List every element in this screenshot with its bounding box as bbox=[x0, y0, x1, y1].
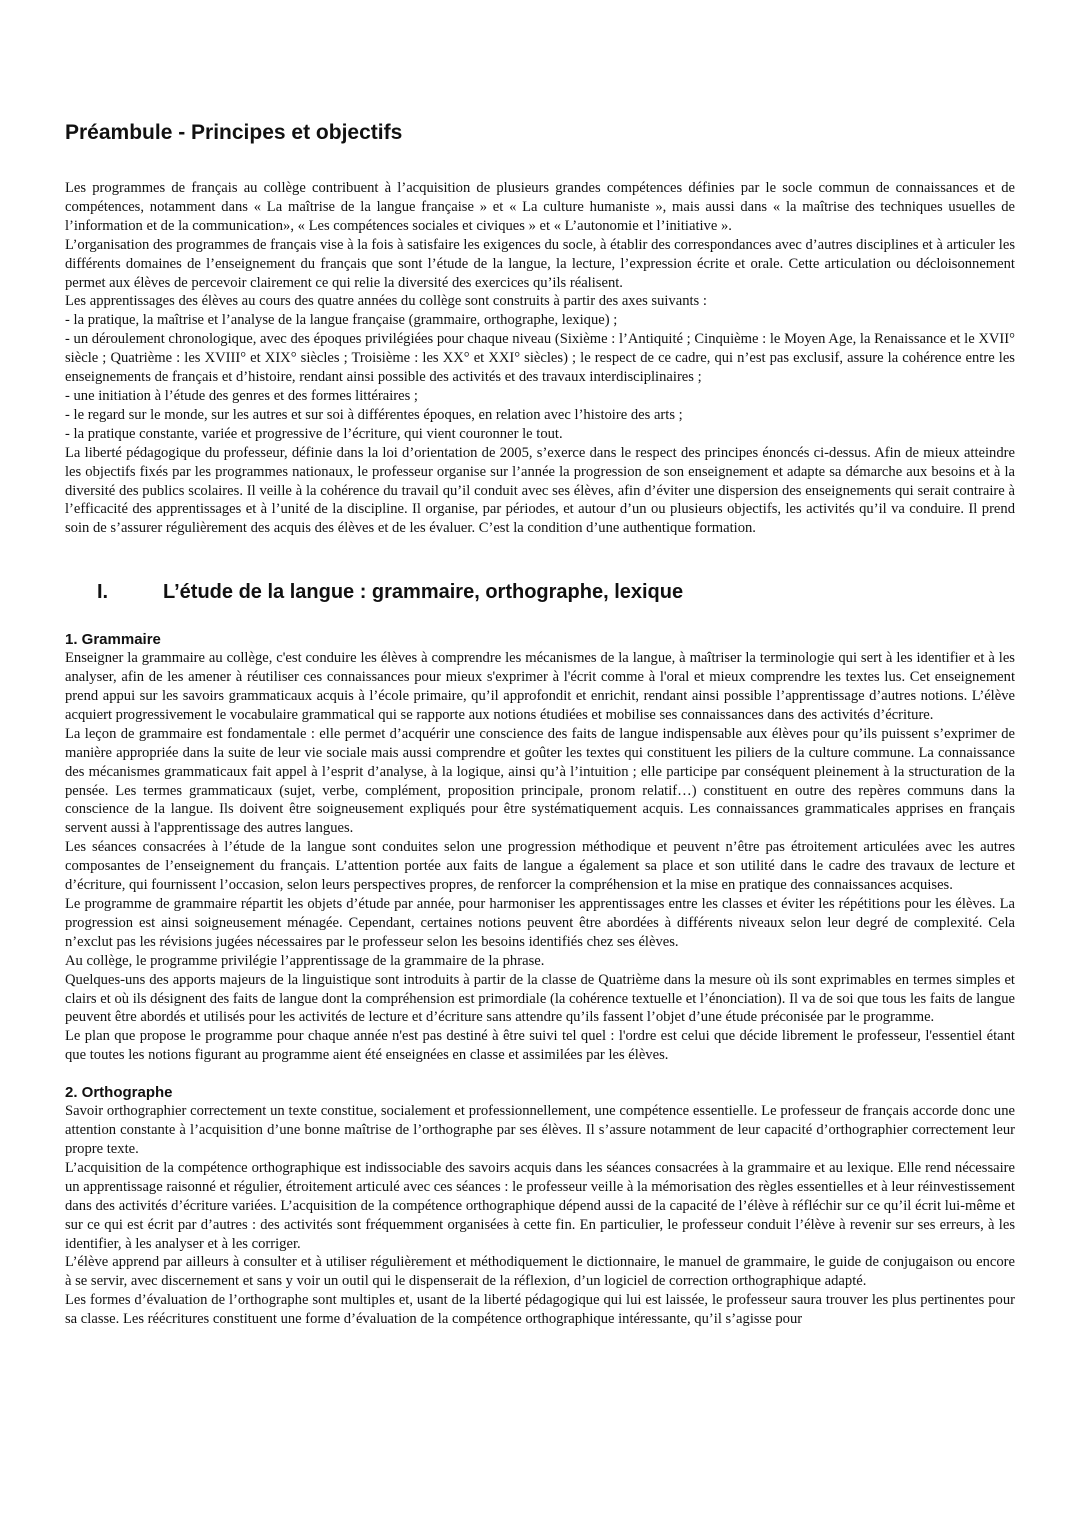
section-number: I. bbox=[97, 581, 109, 604]
document-page bbox=[65, 120, 1015, 1329]
preamble-paragraph: La liberté pédagogique du professeur, définie dans la loi d’orientation de 2005, s’exerce dans le respect des principes énoncés ci-dessus. Afin de mieux atteindre les objectifs fixés par les programmes nationaux, le professeur organise sur l’année la progression de son enseignement et adapte sa démarche aux besoins et à la diversité des publics scolaires. Il veille à la cohérence du travail qu’il conduit avec ses élèves, afin d’éviter une dispersion des enseignements qui serait contraire à l’efficacité des apprentissages et à l’unité de la discipline. Il organise, par périodes, et autour d’un ou plusieurs objectifs, les activités qu’il va conduire. Il prend soin de s’assurer régulièrement des acquis des élèves et de les évaluer. C’est la condition d’une authentique formation. bbox=[65, 444, 1015, 537]
preamble-title: Préambule - Principes et objectifs bbox=[65, 121, 403, 144]
grammaire-paragraph: Enseigner la grammaire au collège, c'est conduire les élèves à comprendre les mécanismes de la langue, à maîtriser la terminologie qui sert à les identifier et à les analyser, afin de les amener à réutiliser ces connaissances pour mieux s'exprimer à l'écrit comme à l'oral et mieux comprendre les textes lus. Cet enseignement prend appui sur les savoirs grammaticaux acquis à l’école primaire, qu’il approfondit et enrichit, rendant ainsi possible l’apprentissage d’autres notions. L’élève acquiert progressivement le vocabulaire grammatical qui se rapporte aux notions étudiées et mobilise ses connaissances dans des activités d’écriture. bbox=[65, 650, 1015, 723]
section-title: L’étude de la langue : grammaire, orthographe, lexique bbox=[163, 581, 684, 604]
preamble-paragraph: Les programmes de français au collège contribuent à l’acquisition de plusieurs grandes compétences définies par le socle commun de connaissances et de compétences, notamment dans « La maîtrise de la langue française » et « La culture humaniste », mais aussi dans « la maîtrise des techniques usuelles de l’information et de la communication», « Les compétences sociales et civiques » et « L’autonomie et l’initiative ». bbox=[65, 180, 1015, 234]
preamble-list-item: - le regard sur le monde, sur les autres et sur soi à différentes époques, en relation avec l’histoire des arts ; bbox=[65, 406, 683, 423]
grammaire-paragraph: Au collège, le programme privilégie l’apprentissage de la grammaire de la phrase. bbox=[65, 952, 545, 969]
orthographe-paragraph: L’acquisition de la compétence orthographique est indissociable des savoirs acquis dans les séances consacrées à la grammaire et au lexique. Elle rend nécessaire un apprentissage raisonné et régulier, étroitement articulé avec ces séances : le professeur veille à la mémorisation des règles essentielles et à leur réinvestissement dans des activités d’écriture variées. L’acquisition de la compétence orthographique dépend aussi de la capacité de l’élève à réfléchir sur ce qu’il écrit lui-même et sur ce qui est écrit par d’autres : des activités sont fréquemment organisées à cette fin. En particulier, le professeur conduit l’élève à revenir sur ses erreurs, à les identifier, à les analyser et à les corriger. bbox=[65, 1159, 1015, 1252]
section-heading bbox=[65, 579, 1015, 605]
grammaire-paragraph: La leçon de grammaire est fondamentale : elle permet d’acquérir une conscience des faits de langue indispensable aux élèves pour qu’ils puissent s’exprimer de manière appropriée dans la suite de leur vie sociale mais aussi comprendre et goûter les textes qui constituent les piliers de la culture commune. La connaissance des mécanismes grammaticaux fait appel à l’esprit d’analyse, à la logique, ainsi qu’à l’intuition ; elle participe par conséquent pleinement à la structuration de la pensée. Les termes grammaticaux (sujet, verbe, complément, proposition principale, pronom relatif…) constituent en outre des repères communs dans la conscience de la langue. Ils doivent être soigneusement expliqués pour être systématiquement acquis. Les connaissances grammaticales apprises en français servent aussi à l'apprentissage des autres langues. bbox=[65, 725, 1015, 837]
grammaire-paragraph: Le plan que propose le programme pour chaque année n'est pas destiné à être suivi tel quel : l'ordre est celui que décide librement le professeur, l'essentiel étant que toutes les notions figurant au programme aient été enseignées en classe et assimilées par les élèves. bbox=[65, 1028, 1015, 1064]
preamble-list-item: - une initiation à l’étude des genres et des formes littéraires ; bbox=[65, 387, 418, 404]
preamble-paragraph: L’organisation des programmes de français vise à la fois à satisfaire les exigences du socle, à établir des correspondances avec d’autres disciplines et à articuler les différents domaines de l’enseignement du français que sont l’étude de la langue, la lecture, l’expression écrite et orale. Cette articulation ou décloisonnement permet aux élèves de percevoir clairement ce qui relie la diversité des exercices qu’ils réalisent. bbox=[65, 236, 1015, 291]
grammaire-paragraph: Les séances consacrées à l’étude de la langue sont conduites selon une progression méthodique et peuvent n’être pas étroitement articulées avec les autres composantes de l’enseignement du français. L’attention portée aux faits de langue a également sa place et son utilité dans le cadre des travaux de lecture et d’écriture, qui fournissent l’occasion, selon leurs perspectives propres, de renforcer la compréhension et la mise en pratique des connaissances acquises. bbox=[65, 839, 1015, 894]
preamble-list-item: - un déroulement chronologique, avec des époques privilégiées pour chaque niveau (Sixième : l’Antiquité ; Cinquième : le Moyen Age, la Renaissance et le XVII° siècle ; Quatrième : les XVIII° et XIX° siècles ; Troisième : les XX° et XXI° siècles) ; le respect de ce cadre, qui n’est pas exclusif, assure la cohérence entre les enseignements de français et d’histoire, rendant ainsi possible des activités et des travaux interdisciplinaires ; bbox=[65, 331, 1015, 386]
preamble-list-item: - la pratique, la maîtrise et l’analyse de la langue française (grammaire, orthographe, lexique) ; bbox=[65, 312, 618, 329]
grammaire-paragraph: Quelques-uns des apports majeurs de la linguistique sont introduits à partir de la classe de Quatrième dans la mesure où ils sont exprimables en termes simples et clairs et où ils désignent des faits de langue dont la compréhension est primordiale (la cohérence textuelle et l’énonciation). Il va de soi que tous les faits de langue peuvent être abordés et utilisés pour les activités de lecture et d’écriture sans attendre qu’ils fassent l’objet d’une étude préconisée par le programme. bbox=[65, 971, 1015, 1026]
grammaire-body bbox=[65, 649, 1015, 1065]
orthographe-paragraph: Les formes d’évaluation de l’orthographe sont multiples et, usant de la liberté pédagogique qui lui est laissée, le professeur saura trouver les plus pertinentes pour sa classe. Les réécritures constituent une forme d’évaluation de la compétence orthographique intéressante, qu’il s’agisse pour bbox=[65, 1292, 1015, 1328]
orthographe-paragraph: Savoir orthographier correctement un texte constitue, socialement et professionnellement, une compétence essentielle. Le professeur de français accorde donc une attention constante à l’acquisition d’une bonne maîtrise de l’orthographe par ses élèves. Il s’assure notamment de leur capacité d’orthographier correctement leur propre texte. bbox=[65, 1103, 1015, 1157]
orthographe-heading: 2. Orthographe bbox=[65, 1084, 173, 1102]
orthographe-paragraph: L’élève apprend par ailleurs à consulter et à utiliser régulièrement et méthodiquement le dictionnaire, le manuel de grammaire, le guide de conjugaison ou encore à se servir, avec discernement et sans y voir un outil qui le dispenserait de la réflexion, d’un logiciel de correction orthographique adapté. bbox=[65, 1254, 1015, 1290]
preamble-paragraph: Les apprentissages des élèves au cours des quatre années du collège sont construits à partir des axes suivants : bbox=[65, 293, 707, 310]
grammaire-heading: 1. Grammaire bbox=[65, 631, 161, 649]
preamble-body bbox=[65, 179, 1015, 538]
grammaire-paragraph: Le programme de grammaire répartit les objets d’étude par année, pour harmoniser les apprentissages entre les classes et éviter les répétitions pour les élèves. La progression est ainsi soigneusement ménagée. Cependant, certaines notions peuvent être abordées à différents niveaux selon leur degré de complexité. Cela n’exclut pas les révisions jugées nécessaires par le professeur selon les besoins identifiés chez ses élèves. bbox=[65, 896, 1015, 950]
orthographe-body bbox=[65, 1102, 1015, 1329]
preamble-list-item: - la pratique constante, variée et progressive de l’écriture, qui vient couronner le tout. bbox=[65, 425, 563, 442]
